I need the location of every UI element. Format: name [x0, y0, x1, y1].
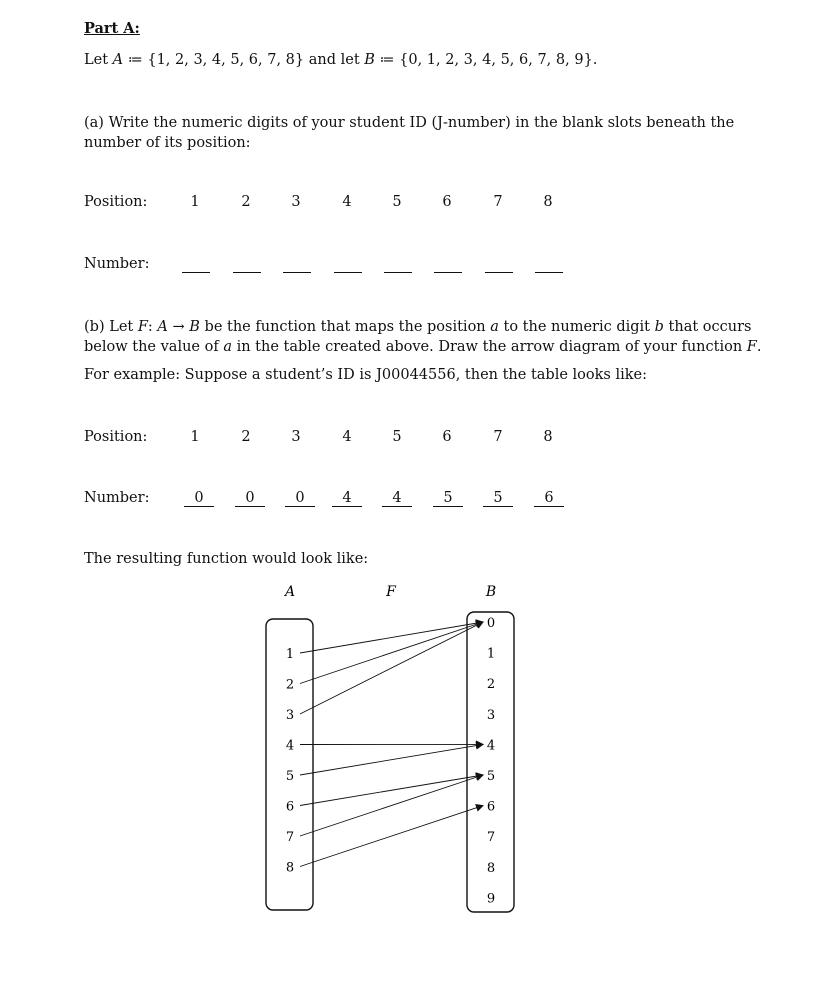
diagram-caption: The resulting function would look like:: [84, 551, 369, 567]
set-b-definition: ≔ {0, 1, 2, 3, 4, 5, 6, 7, 8, 9}.: [374, 52, 598, 68]
label-function-f: F: [386, 584, 396, 600]
position-cell: 4: [342, 194, 352, 210]
example-number-cell: 0: [184, 490, 214, 507]
codomain-element: 9: [486, 891, 496, 907]
variable-a: a: [490, 319, 499, 335]
domain-element: 8: [285, 860, 295, 876]
set-a-symbol: A: [112, 52, 124, 68]
part-b-text: to the numeric digit: [498, 319, 655, 335]
mapping-arrow: [300, 806, 483, 867]
maps-to-arrow: →: [167, 319, 190, 335]
position-cell: 8: [543, 429, 553, 445]
codomain-element: 8: [486, 860, 496, 876]
mapping-arrow: [300, 622, 483, 653]
codomain-element: 4: [486, 738, 496, 754]
example-number-cell: 5: [433, 490, 463, 507]
variable-a: a: [223, 339, 232, 355]
number-label-a: Number:: [84, 256, 150, 272]
variable-b: b: [654, 319, 664, 335]
example-number-cell: 6: [534, 490, 564, 507]
position-cell: 1: [190, 429, 200, 445]
set-a-symbol: A: [157, 319, 168, 335]
set-a-definition: ≔ {1, 2, 3, 4, 5, 6, 7, 8} and let: [123, 52, 365, 68]
number-label-b: Number:: [84, 490, 150, 506]
position-cell: 3: [291, 429, 301, 445]
domain-element: 4: [285, 738, 295, 754]
position-cell: 6: [442, 194, 452, 210]
position-cell: 5: [392, 194, 402, 210]
position-label-b: Position:: [84, 429, 148, 445]
position-cell: 1: [190, 194, 200, 210]
mapping-arrow: [300, 622, 483, 684]
example-number-cell: 5: [483, 490, 513, 507]
position-cell: 3: [291, 194, 301, 210]
part-b-text: be the function that maps the position: [199, 319, 491, 335]
example-number-cell: 4: [332, 490, 362, 507]
codomain-element: 0: [486, 616, 496, 631]
codomain-element: 6: [486, 799, 496, 815]
let-word: Let: [84, 52, 109, 68]
set-b-symbol: B: [364, 52, 375, 68]
domain-element: 7: [285, 830, 295, 845]
function-f-symbol: F: [137, 319, 148, 335]
domain-element: 6: [285, 799, 295, 815]
position-cell: 6: [442, 429, 452, 445]
example-text: For example: Suppose a student’s ID is J00044556, then the table looks like:: [84, 367, 648, 383]
codomain-element: 2: [486, 677, 496, 693]
mapping-arrow: [300, 744, 483, 775]
mapping-arrow: [300, 775, 483, 836]
example-number-cell: 0: [285, 490, 315, 507]
domain-element: 2: [285, 677, 295, 693]
codomain-element: 3: [486, 707, 496, 723]
part-b-text: that occurs below the value of: [84, 319, 752, 355]
label-set-a: A: [284, 584, 296, 600]
codomain-element: 5: [486, 769, 496, 784]
mapping-arrow: [300, 775, 483, 806]
example-number-cell: 4: [382, 490, 412, 507]
codomain-element: 7: [486, 830, 496, 846]
part-b-text: (b) Let: [84, 319, 138, 335]
position-cell: 5: [392, 429, 402, 445]
position-cell: 4: [342, 429, 352, 445]
example-number-cell: 0: [235, 490, 265, 507]
position-cell: 2: [241, 429, 251, 445]
position-cell: 7: [493, 194, 503, 210]
position-cell: 2: [241, 194, 251, 210]
position-cell: 8: [543, 194, 553, 210]
domain-element: 5: [285, 769, 295, 784]
mapping-arrow: [300, 622, 483, 714]
domain-element: 1: [285, 647, 295, 662]
position-cell: 7: [493, 429, 503, 445]
function-f-symbol: F: [746, 339, 757, 355]
label-set-b: B: [485, 584, 497, 600]
codomain-element: 1: [486, 646, 496, 662]
part-a-instructions: (a) Write the numeric digits of your student ID (J-number) in the blank slots beneath the number of its position:: [84, 115, 735, 151]
part-b-text: .: [756, 339, 762, 355]
page-title: Part A:: [84, 20, 140, 37]
part-b-text: in the table created above. Draw the arrow diagram of your function: [231, 339, 747, 355]
domain-element: 3: [285, 708, 295, 723]
set-b-symbol: B: [189, 319, 200, 335]
part-b-text: :: [147, 319, 158, 335]
position-label-a: Position:: [84, 194, 148, 210]
